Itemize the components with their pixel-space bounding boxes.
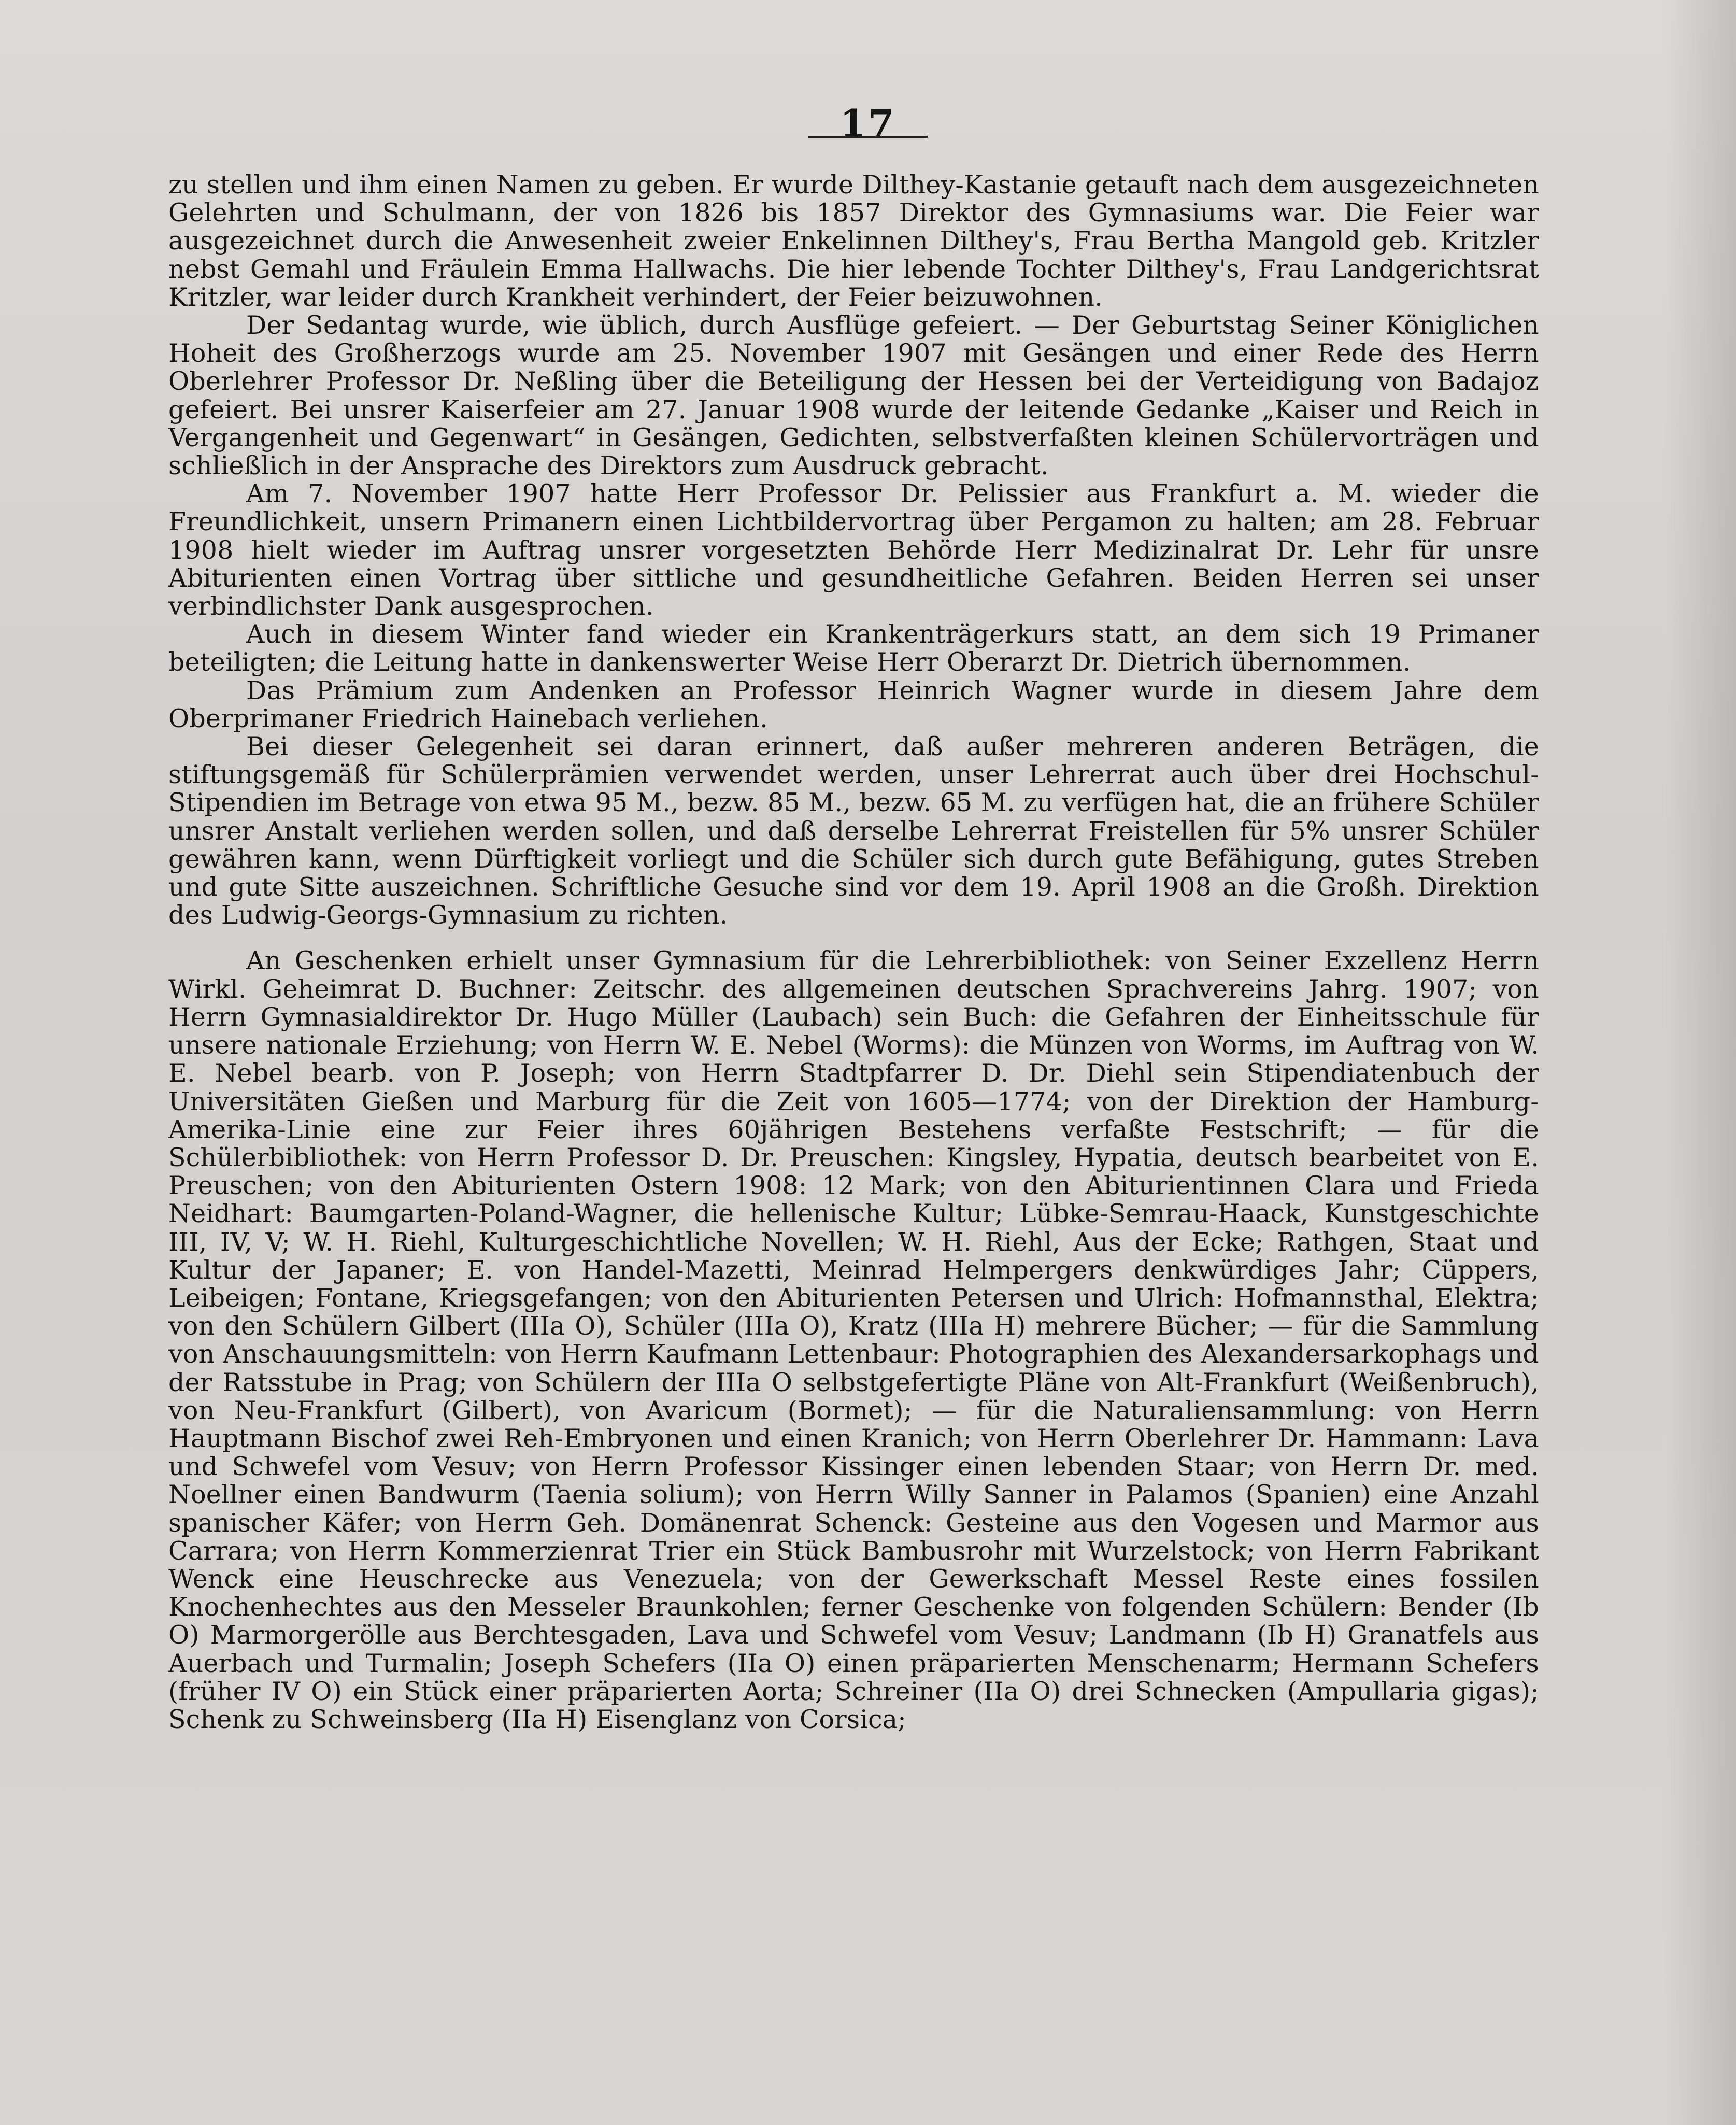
paragraph-krankentraegerkurs: Auch in diesem Winter fand wieder ein Krankenträgerkurs statt, an dem sich 19 Primaner beteiligten; die Leitung hatte in dankenswerter Weise Herr Oberarzt Dr. Dietrich übernommen.: [168, 619, 1539, 677]
paragraph-vortraege: Am 7. November 1907 hatte Herr Professor Dr. Pelissier aus Frankfurt a. M. wieder die Freundlichkeit, unsern Primanern einen Lichtbildervortrag über Pergamon zu halten; am 28. Februar 1908 hielt wieder im Auftrag unsrer vorgesetzten Behörde Herr Medizinalrat Dr. Lehr für unsre Abiturienten einen Vortrag über sittliche und gesundheitliche Gefahren. Beiden Herren sei unser verbindlichster Dank ausgesprochen.: [168, 479, 1539, 621]
paragraph-festtage: Der Sedantag wurde, wie üblich, durch Ausflüge gefeiert. — Der Geburtstag Seiner Königlichen Hoheit des Großherzogs wurde am 25. November 1907 mit Gesängen und einer Rede des Herrn Oberlehrer Professor Dr. Neßling über die Beteiligung der Hessen bei der Verteidigung von Badajoz gefeiert. Bei unsrer Kaiserfeier am 27. Januar 1908 wurde der leitende Gedanke „Kaiser und Reich in Vergangenheit und Gegenwart“ in Gesängen, Gedichten, selbstverfaßten kleinen Schülervorträgen und schließlich in der Ansprache des Direktors zum Ausdruck gebracht.: [168, 310, 1539, 481]
page-number-rule: [808, 136, 928, 138]
paragraph-praemium: Das Prämium zum Andenken an Professor Heinrich Wagner wurde in diesem Jahre dem Oberprimaner Friedrich Hainebach verliehen.: [168, 675, 1539, 733]
page-edge-shadow: [1663, 0, 1736, 2125]
body-text: [168, 171, 1539, 1734]
paragraph-stipendien: Bei dieser Gelegenheit sei daran erinnert, daß außer mehreren anderen Beträgen, die stiftungsgemäß für Schülerprämien verwendet werden, unser Lehrerrat auch über drei Hochschul-Stipendien im Betrage von etwa 95 M., bezw. 85 M., bezw. 65 M. zu verfügen hat, die an frühere Schüler unsrer Anstalt verliehen werden sollen, und daß derselbe Lehrerrat Freistellen für 5% unsrer Schüler gewähren kann, wenn Dürftigkeit vorliegt und die Schüler sich durch gute Befähigung, gutes Streben und gute Sitte auszeichnen. Schriftliche Gesuche sind vor dem 19. April 1908 an die Großh. Direktion des Ludwig-Georgs-Gymnasium zu richten.: [168, 732, 1539, 930]
page-number: 17: [839, 101, 897, 145]
paragraph-dilthey-kastanie: zu stellen und ihm einen Namen zu geben. Er wurde Dilthey-Kastanie getauft nach dem ausgezeichneten Gelehrten und Schulmann, der von 1826 bis 1857 Direktor des Gymnasiums war. Die Feier war ausgezeichnet durch die Anwesenheit zweier Enkelinnen Dilthey's, Frau Bertha Mangold geb. Kritzler nebst Gemahl und Fräulein Emma Hallwachs. Die hier lebende Tochter Dilthey's, Frau Landgerichtsrat Kritzler, war leider durch Krankheit verhindert, der Feier beizuwohnen.: [168, 170, 1539, 312]
paragraph-geschenke: An Geschenken erhielt unser Gymnasium für die Lehrerbibliothek: von Seiner Exzellenz Herrn Wirkl. Geheimrat D. Buchner: Zeitschr. des allgemeinen deutschen Sprachvereins Jahrg. 1907; von Herrn Gymnasialdirektor Dr. Hugo Müller (Laubach) sein Buch: die Gefahren der Einheitsschule für unsere nationale Erziehung; von Herrn W. E. Nebel (Worms): die Münzen von Worms, im Auftrag von W. E. Nebel bearb. von P. Joseph; von Herrn Stadtpfarrer D. Dr. Diehl sein Stipendiatenbuch der Universitäten Gießen und Marburg für die Zeit von 1605—1774; von der Direktion der Hamburg-Amerika-Linie eine zur Feier ihres 60jährigen Bestehens verfaßte Festschrift; — für die Schülerbibliothek: von Herrn Professor D. Dr. Preuschen: Kingsley, Hypatia, deutsch bearbeitet von E. Preuschen; von den Abiturienten Ostern 1908: 12 Mark; von den Abiturientinnen Clara und Frieda Neidhart: Baumgarten-Poland-Wagner, die hellenische Kultur; Lübke-Semrau-Haack, Kunstgeschichte III, IV, V; W. H. Riehl, Kulturgeschichtliche Novellen; W. H. Riehl, Aus der Ecke; Rathgen, Staat und Kultur der Japaner; E. von Handel-Mazetti, Meinrad Helmpergers denkwürdiges Jahr; Cüppers, Leibeigen; Fontane, Kriegsgefangen; von den Abiturienten Petersen und Ulrich: Hofmannsthal, Elektra; von den Schülern Gilbert (IIIa O), Schüler (IIIa O), Kratz (IIIa H) mehrere Bücher; — für die Sammlung von Anschauungsmitteln: von Herrn Kaufmann Lettenbaur: Photographien des Alexandersarkophags und der Ratsstube in Prag; von Schülern der IIIa O selbstgefertigte Pläne von Alt-Frankfurt (Weißenbruch), von Neu-Frankfurt (Gilbert), von Avaricum (Bormet); — für die Naturaliensammlung: von Herrn Hauptmann Bischof zwei Reh-Embryonen und einen Kranich; von Herrn Oberlehrer Dr. Hammann: Lava und Schwefel vom Vesuv; von Herrn Professor Kissinger einen lebenden Staar; von Herrn Dr. med. Noellner einen Bandwurm (Taenia solium); von Herrn Willy Sanner in Palamos (Spanien) eine Anzahl spanischer Käfer; von Herrn Geh. Domänenrat Schenck: Gesteine aus den Vogesen und Marmor aus Carrara; von Herrn Kommerzienrat Trier ein Stück Bambusrohr mit Wurzelstock; von Herrn Fabrikant Wenck eine Heuschrecke aus Venezuela; von der Gewerkschaft Messel Reste eines fossilen Knochenhechtes aus den Messeler Braunkohlen; ferner Geschenke von folgenden Schülern: Bender (Ib O) Marmorgerölle aus Berchtesgaden, Lava und Schwefel vom Vesuv; Landmann (Ib H) Granatfels aus Auerbach und Turmalin; Joseph Schefers (IIa O) einen präparierten Menschenarm; Hermann Schefers (früher IV O) ein Stück einer präparierten Aorta; Schreiner (IIa O) drei Schnecken (Ampullaria gigas); Schenk zu Schweinsberg (IIa H) Eisenglanz von Corsica;: [168, 946, 1539, 1734]
